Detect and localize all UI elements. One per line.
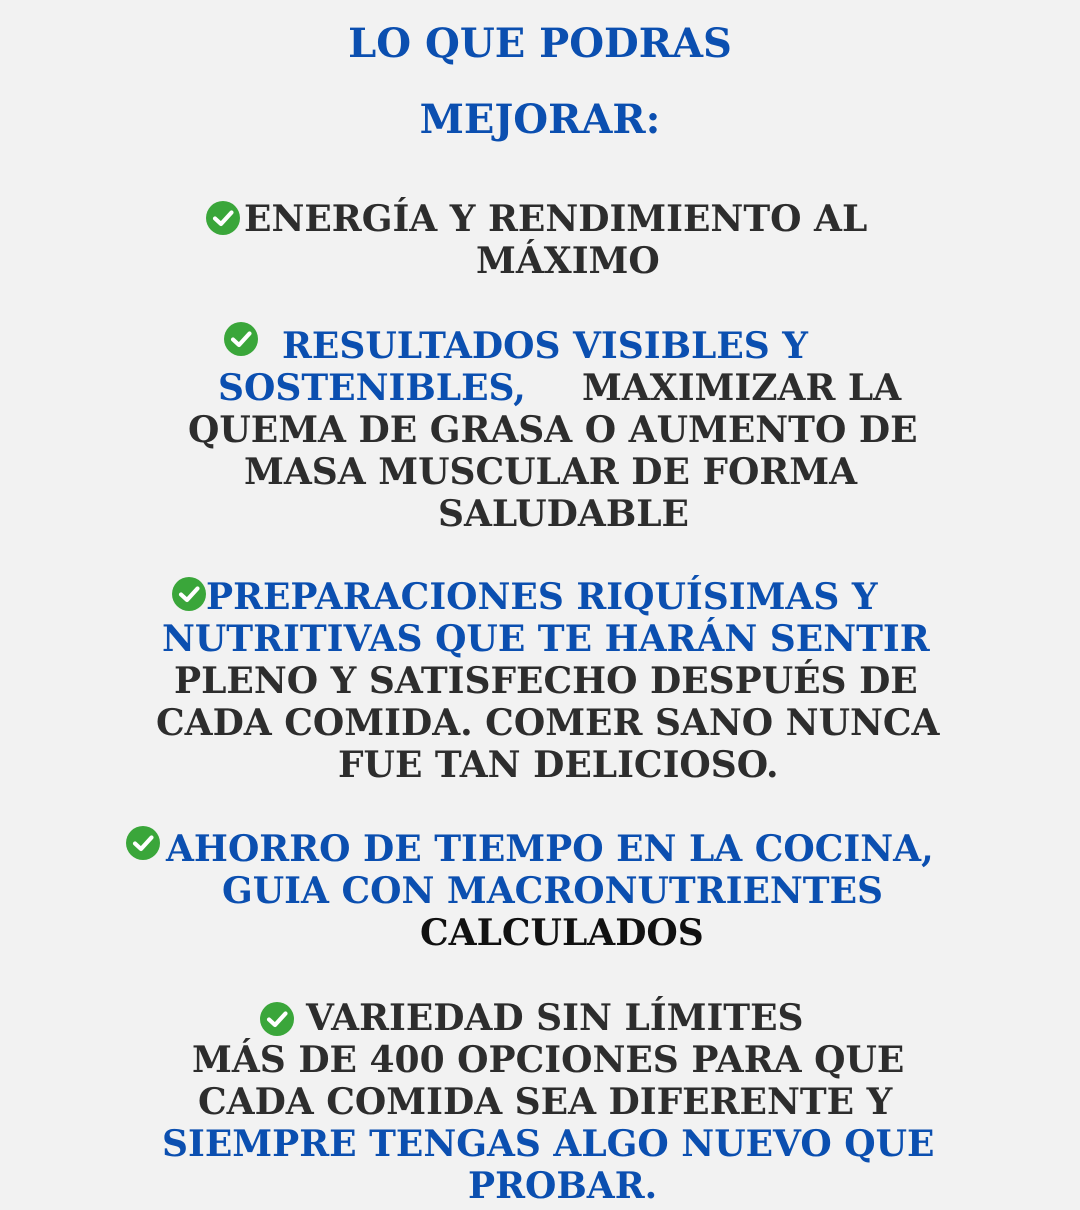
page-title-line-1: LO QUE PODRAS <box>348 20 732 67</box>
benefit-text-line: CALCULADOS <box>420 912 704 954</box>
benefit-highlight-line: GUIA CON MACRONUTRIENTES <box>222 870 884 912</box>
check-circle-icon <box>260 1002 294 1036</box>
benefit-highlight-line: NUTRITIVAS QUE TE HARÁN SENTIR <box>162 618 930 660</box>
benefit-text-line: MASA MUSCULAR DE FORMA <box>244 451 858 493</box>
check-circle-icon <box>224 322 258 356</box>
check-circle-icon <box>206 201 240 235</box>
check-circle-icon <box>172 577 206 611</box>
benefit-highlight-line: SOSTENIBLES, <box>218 367 526 409</box>
benefit-text-line: CADA COMIDA SEA DIFERENTE Y <box>198 1081 893 1123</box>
benefit-text-line: MÁXIMO <box>476 240 660 282</box>
benefit-highlight-line: RESULTADOS VISIBLES Y <box>282 325 809 367</box>
benefit-text-line: MAXIMIZAR LA <box>582 367 902 409</box>
benefit-highlight-line: PROBAR. <box>468 1165 658 1207</box>
benefit-text-line: VARIEDAD SIN LÍMITES <box>306 997 804 1039</box>
benefit-text-line: QUEMA DE GRASA O AUMENTO DE <box>188 409 918 451</box>
benefit-text-line: MÁS DE 400 OPCIONES PARA QUE <box>192 1039 905 1081</box>
check-circle-icon <box>126 826 160 860</box>
page-title-line-2: MEJORAR: <box>419 96 661 143</box>
benefit-text-line: FUE TAN DELICIOSO. <box>338 744 779 786</box>
benefit-text-line: CADA COMIDA. COMER SANO NUNCA <box>156 702 940 744</box>
benefit-text-line: SALUDABLE <box>438 493 689 535</box>
benefit-text-line: ENERGÍA Y RENDIMIENTO AL <box>244 198 868 240</box>
benefit-highlight-line: PREPARACIONES RIQUÍSIMAS Y <box>206 576 878 618</box>
benefit-highlight-line: SIEMPRE TENGAS ALGO NUEVO QUE <box>162 1123 935 1165</box>
benefit-text-line: PLENO Y SATISFECHO DESPUÉS DE <box>174 660 918 702</box>
benefit-highlight-line: AHORRO DE TIEMPO EN LA COCINA, <box>166 828 934 870</box>
